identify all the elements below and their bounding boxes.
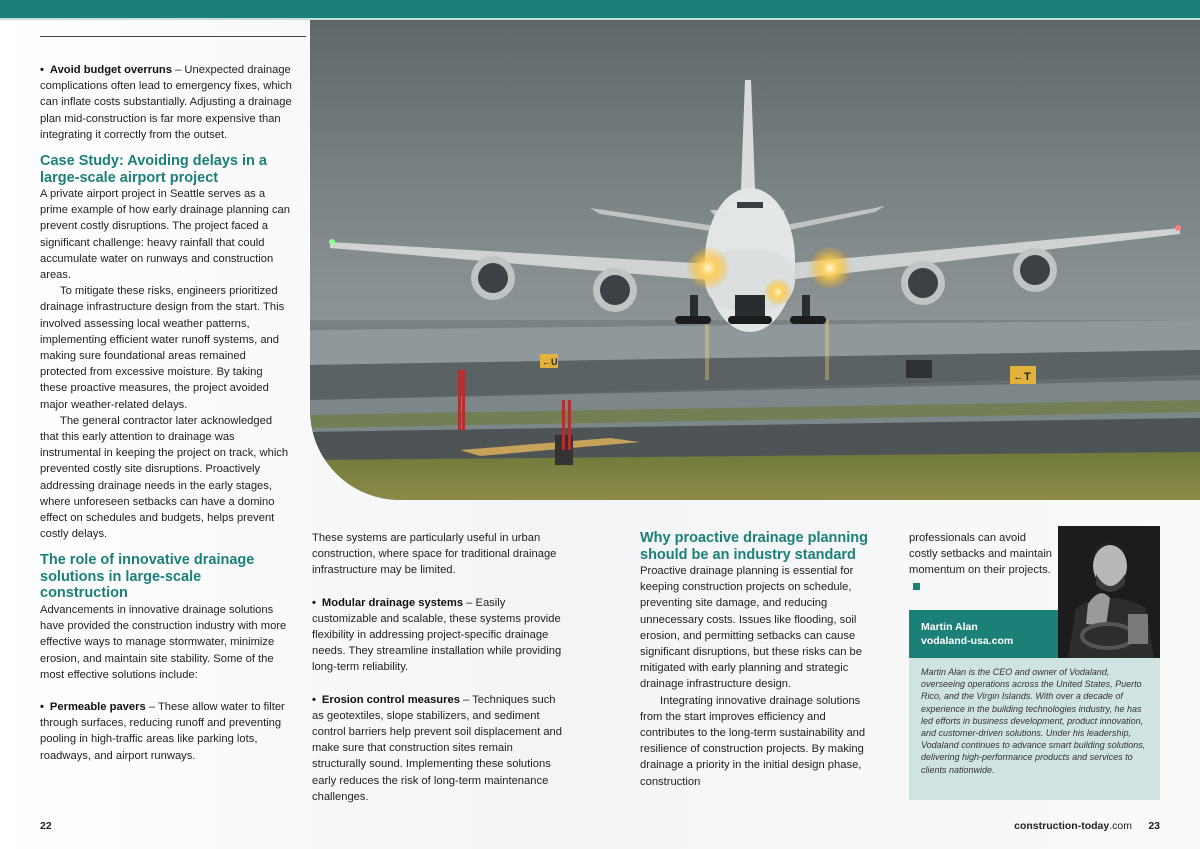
author-portrait [1058, 526, 1160, 658]
bullet-title-modular: • Modular drainage systems [312, 597, 463, 609]
bullet-title-budget: • Avoid budget overruns [40, 64, 172, 76]
bullet-title-pavers: • Permeable pavers [40, 701, 146, 713]
column-3 [640, 530, 880, 790]
paragraph-case-2: To mitigate these risks, engineers prioritized drainage infrastructure design from the start. This involved assessing local weather patterns, implementing efficient water runoff systems, and making sure foundational areas remained protected from excessive moisture. By taking these proactive measures, the project avoided major weather-related delays. [40, 285, 285, 411]
heading-case-study: Case Study: Avoiding delays in a large-scale airport project [40, 153, 267, 186]
paragraph-case-3: The general contractor later acknowledged that this early attention to drainage was instrumental in keeping the project on track, which prevented costly site disruptions. Proactively addressing drainage needs in the early stages, where unforeseen setbacks can have a domino effect on schedules and budgets, helps prevent costly delays. [40, 414, 289, 541]
site-url[interactable] [1014, 820, 1132, 832]
header-rule-left [40, 36, 306, 37]
bullet-text-pavers: – These allow water to filter through surfaces, reducing runoff and preventing pooling in high-traffic areas like parking lots, roadways, and airport runways. [40, 701, 285, 762]
heading-why-proactive: Why proactive drainage planning should be an industry standard [640, 530, 869, 563]
page-number-left: 22 [40, 820, 52, 832]
paragraph [40, 62, 292, 143]
bullet-title-erosion: • Erosion control measures [312, 694, 460, 706]
airplane-photo [310, 20, 1200, 500]
paragraph [312, 595, 568, 676]
top-color-bar [0, 0, 1200, 18]
column-1 [40, 62, 292, 764]
author-website[interactable]: vodaland-usa.com [921, 635, 1014, 647]
paragraph-conclusion: professionals can avoid costly setbacks and maintain momentum on their projects. [909, 532, 1053, 577]
site-url-bold: construction-today [1014, 820, 1110, 832]
paragraph [312, 692, 568, 805]
paragraph-case-1: A private airport project in Seattle serves as a prime example of how early drainage planning can prevent costly disruptions. The project faced a significant challenge: heavy rainfall that could accumulate water on runways and construction areas. [40, 188, 291, 282]
paragraph [909, 530, 1054, 595]
column-2 [312, 530, 568, 805]
heading-innovative-solutions: The role of innovative drainage solutions in large-scale construction [40, 552, 255, 602]
column-4 [909, 530, 1054, 595]
author-name: Martin Alan [921, 621, 978, 633]
runway-sign-1-text: ←U [542, 357, 558, 367]
runway-sign-2-text: ←T [1013, 371, 1031, 383]
paragraph [40, 699, 292, 764]
author-tag [909, 610, 1058, 658]
bullet-text-budget: – Unexpected drainage complications often lead to emergency fixes, which can inflate costs substantially. Adjusting a drainage plan mid-construction is far more expensive than integrating it correctly from the outset. [40, 64, 292, 141]
bullet-text-erosion: – Techniques such as geotextiles, slope stabilizers, and sediment control barriers help prevent soil displacement and make sure that construction sites remain structurally sound. Implementing these solutions early reduces the risk of long-term maintenance challenges. [312, 693, 562, 803]
author-bio: Martin Alan is the CEO and owner of Vodaland, overseeing operations across the United States, Puerto Rico, and the Virgin Islands. With over a decade of experience in the building technologies industry, he has led efforts in business development, product innovation, and customer-driven solutions. Under his leadership, Vodaland continues to advance smart building solutions, delivering high-performance products and services to clients nationwide. [909, 658, 1160, 800]
bullet-text-modular: – Easily customizable and scalable, these systems provide flexibility in addressing project-specific drainage needs. They streamline installation while providing long-term reliability. [312, 596, 562, 674]
paragraph-proactive-2: Integrating innovative drainage solutions from the start improves efficiency and contributes to the long-term sustainability and resilience of construction projects. By making drainage a priority in the initial design phase, construction [640, 694, 866, 788]
page-number-right: 23 [1148, 820, 1160, 832]
paragraph-solutions-intro: Advancements in innovative drainage solutions have provided the construction industry with more effective ways to manage stormwater, minimize erosion, and maintain site stability. Some of the most effective solutions include: [40, 603, 287, 681]
site-url-tld: .com [1109, 820, 1132, 832]
paragraph-urban: These systems are particularly useful in urban construction, where space for traditional drainage infrastructure may be limited. [312, 532, 557, 577]
end-mark-icon [913, 583, 920, 590]
paragraph-proactive-1: Proactive drainage planning is essential for keeping construction projects on schedule, preventing site damage, and reducing unnecessary costs. Issues like flooding, soil erosion, and permitting setbacks can cause significant disruptions, but these risks can be mitigated with early planning and strategic drainage infrastructure design. [640, 565, 863, 691]
